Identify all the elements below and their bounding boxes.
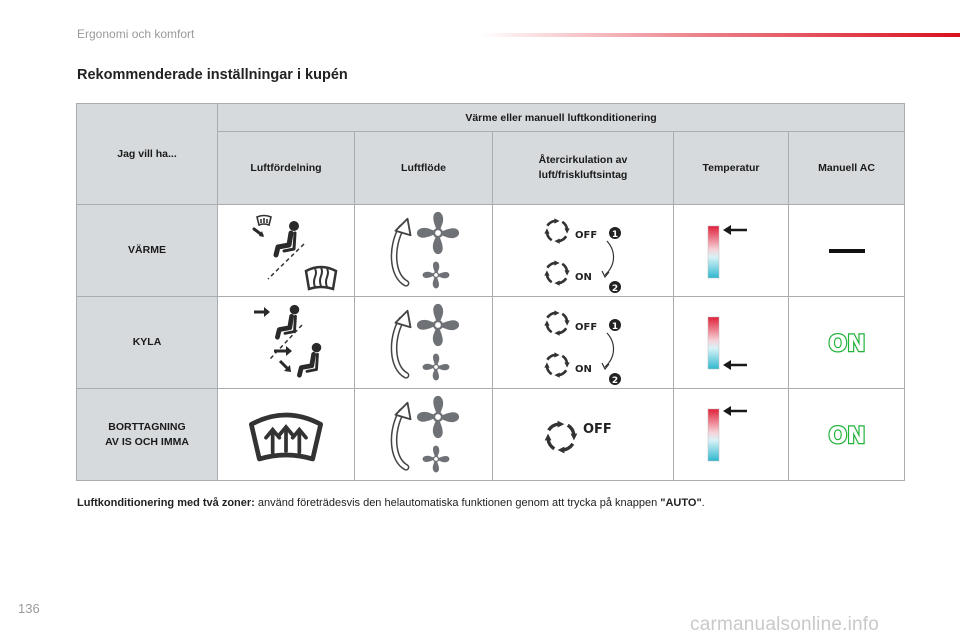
temperature-bar-icon	[691, 207, 771, 295]
column-header-recirculation-text: Återcirkulation av luft/friskluftsintag	[538, 154, 628, 181]
recirculation-cell-cool	[493, 297, 674, 389]
fan-large-icon	[416, 395, 458, 437]
header-accent-bar	[480, 33, 960, 37]
note-end: .	[701, 497, 705, 509]
fan-large-icon	[416, 211, 458, 253]
row-label-defrost-line1: BORTTAGNING	[108, 420, 186, 433]
distribution-cell-heat	[218, 205, 355, 297]
airflow-icon	[374, 391, 474, 479]
recirculation-icon	[544, 218, 569, 243]
recirculation-sequence-icon	[523, 207, 643, 295]
recommended-settings-table	[76, 103, 905, 481]
manual-ac-cell-cool	[789, 297, 905, 389]
airflow-arrow-icon	[394, 218, 410, 283]
step-one-badge: 1	[611, 321, 619, 332]
rear-defrost-icon	[306, 267, 336, 289]
step-one-badge: 1	[611, 229, 619, 240]
table-row-cool	[77, 297, 905, 389]
airflow-arrow-icon	[394, 310, 410, 375]
row-label-defrost	[77, 389, 218, 481]
column-header-recirculation	[493, 132, 674, 205]
airflow-icon	[374, 299, 474, 387]
recirculation-sequence-icon	[523, 299, 643, 387]
row-label-cool: KYLA	[77, 297, 218, 389]
step-two-badge: 2	[611, 375, 619, 386]
row-label-defrost-line2: AV IS OCH IMMA	[105, 435, 189, 448]
recirculation-cell-defrost	[493, 389, 674, 481]
ac-on-label: ON	[827, 423, 866, 449]
manual-ac-cell-defrost	[789, 389, 905, 481]
ac-on-indicator	[812, 420, 882, 450]
ac-on-indicator	[812, 328, 882, 358]
seat-occupant-icon	[276, 221, 299, 255]
ac-on-label: ON	[827, 331, 866, 357]
temperature-bar-icon	[691, 391, 771, 479]
page-number: 136	[18, 601, 40, 616]
recirculation-on-label: ON	[575, 271, 592, 283]
group-header: Värme eller manuell luftkonditionering	[218, 104, 905, 132]
note-text: använd företrädesvis den helautomatiska funktionen genom att trycka på knappen	[254, 497, 661, 509]
temperature-low-arrow	[723, 360, 731, 370]
temperature-high-arrow	[723, 406, 731, 416]
recirculation-icon	[544, 352, 569, 377]
page-section-header: Ergonomi och komfort	[77, 27, 195, 41]
temperature-cell-heat	[674, 205, 789, 297]
recirculation-icon	[544, 260, 569, 285]
recirculation-on-label: ON	[575, 363, 592, 375]
manual-ac-cell-heat	[789, 205, 905, 297]
temperature-cell-defrost	[674, 389, 789, 481]
airflow-icon	[374, 207, 474, 295]
rear-defrost-small-icon	[257, 215, 271, 225]
temperature-high-arrow	[723, 225, 731, 235]
fan-small-icon	[422, 261, 449, 288]
recirculation-off-icon	[523, 405, 643, 465]
column-header-distribution: Luftfördelning	[218, 132, 355, 205]
fan-small-icon	[422, 445, 449, 472]
watermark: carmanualsonline.info	[690, 614, 880, 635]
table-row-defrost	[77, 389, 905, 481]
section-title: Rekommenderade inställningar i kupén	[77, 67, 348, 83]
column-header-flow: Luftflöde	[355, 132, 493, 205]
note-bold-lead: Luftkonditionering med två zoner:	[77, 497, 255, 509]
temperature-cell-cool	[674, 297, 789, 389]
flow-cell-heat	[355, 205, 493, 297]
temperature-bar-icon	[691, 299, 771, 387]
recirculation-icon	[545, 420, 578, 453]
recirculation-off-label: OFF	[575, 229, 598, 241]
rear-defrost-and-footwell-icon	[226, 211, 346, 291]
recirculation-off-label: OFF	[575, 321, 598, 333]
distribution-cell-defrost	[218, 389, 355, 481]
column-header-manual-ac: Manuell AC	[789, 132, 905, 205]
recirculation-icon	[544, 310, 569, 335]
seat-occupant-icon	[299, 342, 321, 374]
note-auto-button-ref: "AUTO"	[660, 497, 702, 509]
ac-dash-indicator	[829, 249, 865, 253]
corner-label: Jag vill ha...	[77, 104, 218, 205]
face-and-feet-vent-icon	[226, 301, 346, 385]
airflow-arrow-icon	[394, 402, 410, 467]
recirculation-cell-heat	[493, 205, 674, 297]
flow-cell-defrost	[355, 389, 493, 481]
step-two-badge: 2	[611, 283, 619, 294]
flow-cell-cool	[355, 297, 493, 389]
fan-large-icon	[416, 303, 458, 345]
table-row-heat	[77, 205, 905, 297]
column-header-temperature: Temperatur	[674, 132, 789, 205]
recirculation-off-label: OFF	[583, 421, 612, 437]
row-label-heat: VÄRME	[77, 205, 218, 297]
dual-zone-note	[77, 497, 705, 509]
distribution-cell-cool	[218, 297, 355, 389]
windscreen-defrost-icon	[246, 405, 326, 465]
fan-small-icon	[422, 353, 449, 380]
